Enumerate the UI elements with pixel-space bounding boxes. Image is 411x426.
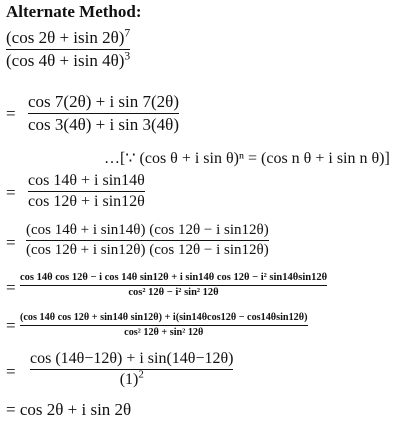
fraction-bar (20, 325, 308, 326)
step3-denominator: cos 12θ + i sin12θ (28, 193, 145, 211)
section-heading: Alternate Method: (6, 2, 142, 21)
step5-equals: = (6, 278, 16, 297)
step1-fraction (6, 28, 130, 70)
step5-fraction (20, 272, 327, 299)
step5-numerator: cos 14θ cos 12θ − i cos 14θ sin12θ + i sin14θ cos 12θ − i² sin14θsin12θ (20, 272, 328, 283)
fraction-bar (26, 240, 269, 241)
step4-numerator: (cos 14θ + i sin14θ) (cos 12θ − i sin12θ) (26, 222, 269, 238)
step1-denominator: (cos 4θ + isin 4θ) (6, 50, 125, 70)
step7-equals: = (6, 362, 16, 381)
step7-numerator: cos (14θ−12θ) + i sin(14θ−12θ) (30, 350, 234, 367)
step2-fraction (28, 92, 179, 134)
step6-fraction (20, 312, 308, 338)
fraction-bar (20, 285, 327, 286)
step1-numerator: (cos 2θ + isin 2θ) (6, 28, 125, 47)
step1-numerator-exponent: 7 (124, 26, 131, 40)
step6-numerator: (cos 14θ cos 12θ + sin14θ sin12θ) + i(sin14θcos12θ − cos14θsin12θ) (20, 312, 308, 323)
step3-fraction (28, 172, 145, 212)
step3-numerator: cos 14θ + i sin14θ (28, 172, 145, 189)
step1-denominator-exponent: 3 (124, 48, 131, 62)
step7-fraction (30, 350, 233, 390)
step4-fraction (26, 222, 269, 260)
final-result: = cos 2θ + i sin 2θ (6, 400, 132, 419)
step2-denominator: cos 3(4θ) + i sin 3(4θ) (28, 114, 179, 134)
fraction-bar (28, 113, 179, 114)
step2-numerator: cos 7(2θ) + i sin 7(2θ) (28, 92, 179, 111)
step4-equals: = (6, 233, 16, 252)
step3-equals: = (6, 183, 16, 202)
step7-denominator-exponent: 2 (138, 369, 144, 382)
fraction-bar (6, 49, 130, 50)
identity-note: …[∵ (cos θ + i sin θ)ⁿ = (cos n θ + i sin n θ)] (104, 150, 390, 167)
fraction-bar (28, 191, 145, 192)
step2-equals: = (6, 104, 16, 123)
step4-denominator: (cos 12θ + i sin12θ) (cos 12θ − i sin12θ) (26, 242, 269, 259)
step6-denominator: cos² 12θ + sin² 12θ (124, 326, 204, 338)
step6-equals: = (6, 316, 16, 335)
step5-denominator: cos² 12θ − i² sin² 12θ (128, 287, 219, 299)
step7-denominator: (1) (119, 371, 139, 389)
